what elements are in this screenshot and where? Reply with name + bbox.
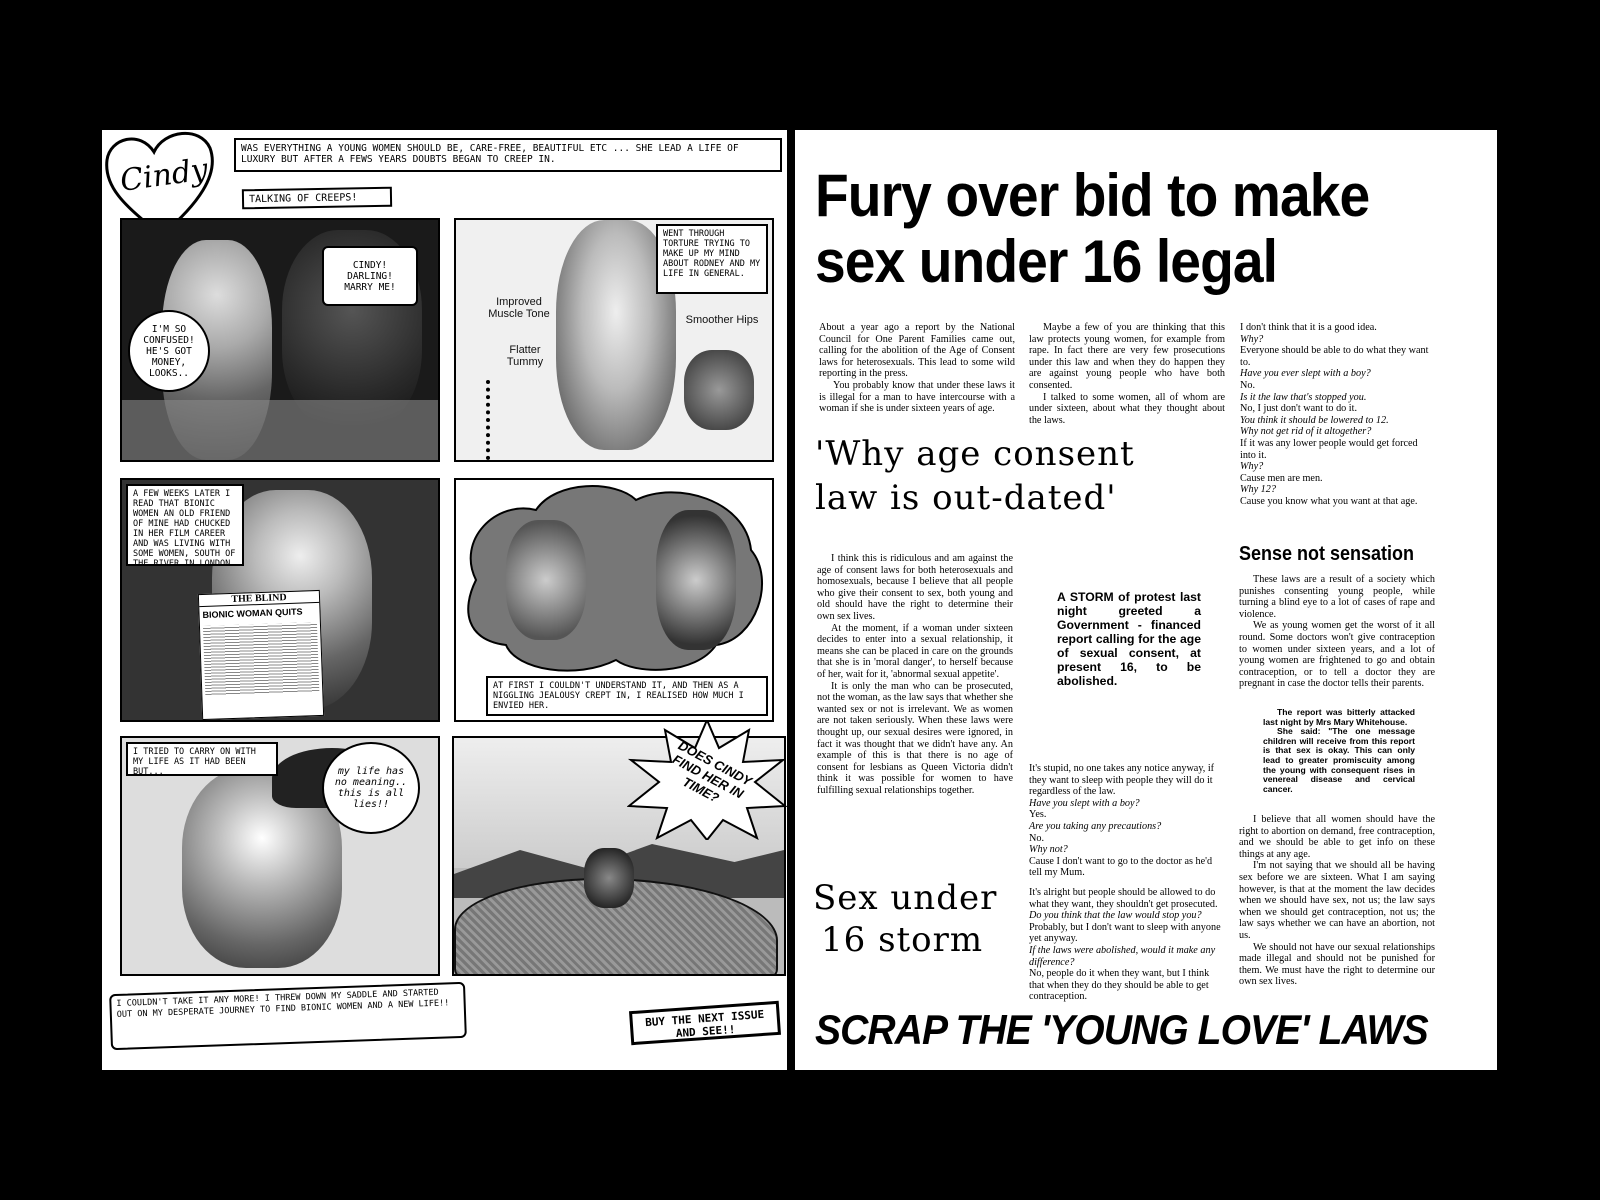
interview-answer: No, people do it when they want, but I think that when they do they should be able to get contraception. (1029, 968, 1210, 1003)
bubble-marry-me: CINDY! DARLING! MARRY ME! (322, 246, 418, 306)
col2-para-2: I talked to some women, all of whom are under sixteen, about what they thought about the laws. (1029, 391, 1225, 426)
panel2-caption: WENT THROUGH TORTURE TRYING TO MAKE UP MY MIND ABOUT RODNEY AND MY LIFE IN GENERAL. (656, 224, 768, 294)
storm-quote: A STORM of protest last night greeted a Government - financed report calling for the age of sexual consent, at present 16, to be abolished. (1057, 590, 1201, 688)
sex-storm-line1: Sex under (813, 878, 998, 918)
col-mid-lower (1029, 763, 1225, 1003)
interview-question: Do you think that the law would stop you? (1029, 910, 1202, 922)
interview-question: Have you ever slept with a boy? (1240, 368, 1371, 380)
interview-answer: No. (1240, 379, 1255, 391)
interview-question: If the laws were abolished, would it make any difference? (1029, 944, 1216, 968)
panel5-caption: I TRIED TO CARRY ON WITH MY LIFE AS IT HAD BEEN BUT... (126, 742, 278, 776)
panel-5 (120, 736, 440, 976)
sex-storm-line2: 16 storm (821, 920, 984, 960)
col2-para-1: Maybe a few of you are thinking that this law protects young women, for example from rape. In fact there are very few prosecutions under this law and when they do happen they are against young people who have both consented. (1029, 322, 1225, 391)
cloud-figure-left (506, 520, 586, 640)
subhead-why-line1: 'Why age consent (815, 434, 1135, 474)
newspaper-masthead: THE BLIND (199, 591, 319, 607)
newspaper-columns (203, 622, 319, 696)
col-right-end (1239, 814, 1435, 988)
interview-question: Why not get rid of it altogether? (1240, 426, 1372, 438)
bubble-no-meaning: my life has no meaning.. this is all lies!! (322, 742, 420, 834)
col1-para-1: About a year ago a report by the National Council for One Parent Families came out, calling for the abolition of the Age of Consent laws for heterosexuals. This lead to some wild reporting in the press. (819, 322, 1015, 380)
interview-answer: Cause I don't want to go to the doctor as he'd tell my Mum. (1029, 855, 1213, 879)
right-para-2: We as young women get the worst of it all round. Some doctors won't give contraception to women under sixteen years, and a lot of young women are frightened to go and obtain contraception, or to tell a doctor they are pregnant in case the doctor tells their parents. (1239, 620, 1435, 690)
end-para-3: We should not have our sexual relationships made illegal and should not be punished for them. We must have the right to determine our own sex lives. (1239, 941, 1435, 988)
interview-answer: Cause you know what you want at that age. (1240, 495, 1418, 507)
interview-answer: No, I just don't want to do it. (1240, 403, 1358, 415)
subhead-sense: Sense not sensation (1239, 543, 1415, 565)
main-para-2: At the moment, if a woman under sixteen decides to enter into a sexual relationship, it means she can be placed in care on the grounds that she is in 'moral danger', to herself because of her, wait for it, 'abnormal sexual appetite'. (817, 622, 1013, 680)
chain (486, 380, 520, 460)
table-surface (122, 400, 438, 460)
end-para-1: I believe that all women should have the right to abortion on demand, free contraception, and we should be able to get info on these things at any age. (1239, 814, 1435, 860)
interview-question: Is it the law that's stopped you. (1240, 391, 1367, 403)
panel-4 (454, 478, 774, 722)
col2-top (1029, 322, 1225, 426)
interview-question: You think it should be lowered to 12. (1240, 414, 1389, 426)
interview-question: Why? (1240, 333, 1264, 345)
magazine-face (684, 350, 754, 430)
newspaper (198, 590, 324, 720)
whitehouse-para-2: She said: "The one message children will receive from this report is that sex is okay. This can only lead to greater promiscuity among the young with consequent rises in venereal disease and cervical cancer. (1263, 726, 1415, 794)
col1-top (819, 322, 1015, 415)
col3-interview (1240, 322, 1436, 508)
interview-answer: If it was any lower people would get forced into it. (1240, 437, 1418, 461)
interview-question: Are you taking any precautions? (1029, 820, 1162, 832)
col-main (817, 553, 1013, 796)
col1-para-2: You probably know that under these laws it is illegal for a man to have intercourse with a woman if she is under sixteen years of age. (819, 379, 1015, 415)
panel-2 (454, 218, 774, 462)
whitehouse-quote (1263, 708, 1415, 794)
interview-answer: It's stupid, no one takes any notice anyway, if they want to sleep with people they will do it regardless of the law. (1029, 763, 1215, 798)
interview-answer (1029, 879, 1225, 887)
panel-1 (120, 218, 440, 462)
col-right-lower (1239, 574, 1435, 690)
bottom-caption: I COULDN'T TAKE IT ANY MORE! I THREW DOWN MY SADDLE AND STARTED OUT ON MY DESPERATE JOURNEY TO FIND BIONIC WOMEN AND A NEW LIFE!! (109, 982, 467, 1050)
interview-question: Why 12? (1240, 484, 1276, 496)
interview-answer: Probably, but I don't want to sleep with anyone yet anyway. (1029, 921, 1221, 945)
top-caption: WAS EVERYTHING A YOUNG WOMEN SHOULD BE, CARE-FREE, BEAUTIFUL ETC ... SHE LEAD A LIFE OF LUXURY BUT AFTER A FEWS YEARS DOUBTS BEGAN TO CREEP IN. (234, 138, 782, 172)
burst-text: DOES CINDY FIND HER IN TIME? (670, 737, 755, 806)
interview-answer: It's alright but people should be allowed to do what they want, they shouldn't get prosecuted. (1029, 886, 1218, 910)
end-para-2: I'm not saying that we should all be having sex before we are sixteen. What I am saying however, is that at the moment the law decides when we should have sex, not us; the law says when we should get contraception, not us; the law says whether we can have an abortion, not us. (1239, 860, 1435, 941)
right-para-1: These laws are a result of a society which punishes consenting young people, while turning a blind eye to a lot of cases of rape and violence. (1239, 574, 1435, 620)
panel-3 (120, 478, 440, 722)
interview-answer: I don't think that it is a good idea. (1240, 322, 1377, 333)
interview-answer: Everyone should be able to do what they want to. (1240, 345, 1429, 368)
whitehouse-para-1: The report was bitterly attacked last night by Mrs Mary Whitehouse. (1263, 707, 1415, 727)
heart-title: Cindy (117, 152, 211, 199)
comic-page (102, 130, 787, 1070)
driver-doll (584, 848, 634, 908)
subhead-why-line2: law is out-dated' (815, 478, 1117, 518)
label-muscle-tone: Improved Muscle Tone (488, 296, 550, 320)
cloud-figure-right (656, 510, 736, 650)
buy-caption: BUY THE NEXT ISSUE AND SEE!! (629, 1001, 781, 1045)
scrap-headline: SCRAP THE 'YOUNG LOVE' LAWS (815, 1006, 1428, 1053)
talking-caption: TALKING OF CREEPS! (242, 187, 392, 210)
interview-answer: Cause men are men. (1240, 472, 1323, 484)
panel4-caption: AT FIRST I COULDN'T UNDERSTAND IT, AND THEN AS A NIGGLING JEALOUSY CREPT IN, I REALISED HOW MUCH I ENVIED HER. (486, 676, 768, 716)
interview-answer: Yes. (1029, 809, 1047, 821)
main-para-3: It is only the man who can be prosecuted, not the woman, as the law says that whether she wanted sex or not is irrelevant. We as women are not taken seriously. When these laws were thought up, our sexual desires were ignored, in fact it was thought that we didn't have any. An example of this is that there is no age of consent for lesbians as Queen Victoria didn't think it was possible for women to have fulfilling sexual relationships together. (817, 680, 1013, 796)
newspaper-headline: BIONIC WOMAN QUITS (202, 606, 303, 621)
interview-answer: No. (1029, 832, 1044, 844)
main-para-1: I think this is ridiculous and am against the age of consent laws for both heterosexuals and homosexuals, because I believe that all people who give their consent to sex, both young and old should have the right to determine their own sex lives. (817, 553, 1013, 622)
label-smoother-hips: Smoother Hips (685, 314, 759, 326)
interview-question: Why? (1240, 461, 1264, 473)
interview-question: Why not? (1029, 844, 1068, 856)
panel3-caption: A FEW WEEKS LATER I READ THAT BIONIC WOMEN AN OLD FRIEND OF MINE HAD CHUCKED IN HER FILM CAREER AND WAS LIVING WITH SOME WOMEN, SOUTH OF THE RIVER IN LONDON. (126, 484, 244, 566)
bubble-confused: I'M SO CONFUSED! HE'S GOT MONEY, LOOKS.. (128, 310, 210, 392)
label-flatter-tummy: Flatter Tummy (506, 344, 544, 368)
interview-question: Have you slept with a boy? (1029, 797, 1140, 809)
headline-line1: Fury over bid to make (815, 162, 1370, 229)
article-page (795, 130, 1497, 1070)
headline-line2: sex under 16 legal (815, 228, 1278, 295)
